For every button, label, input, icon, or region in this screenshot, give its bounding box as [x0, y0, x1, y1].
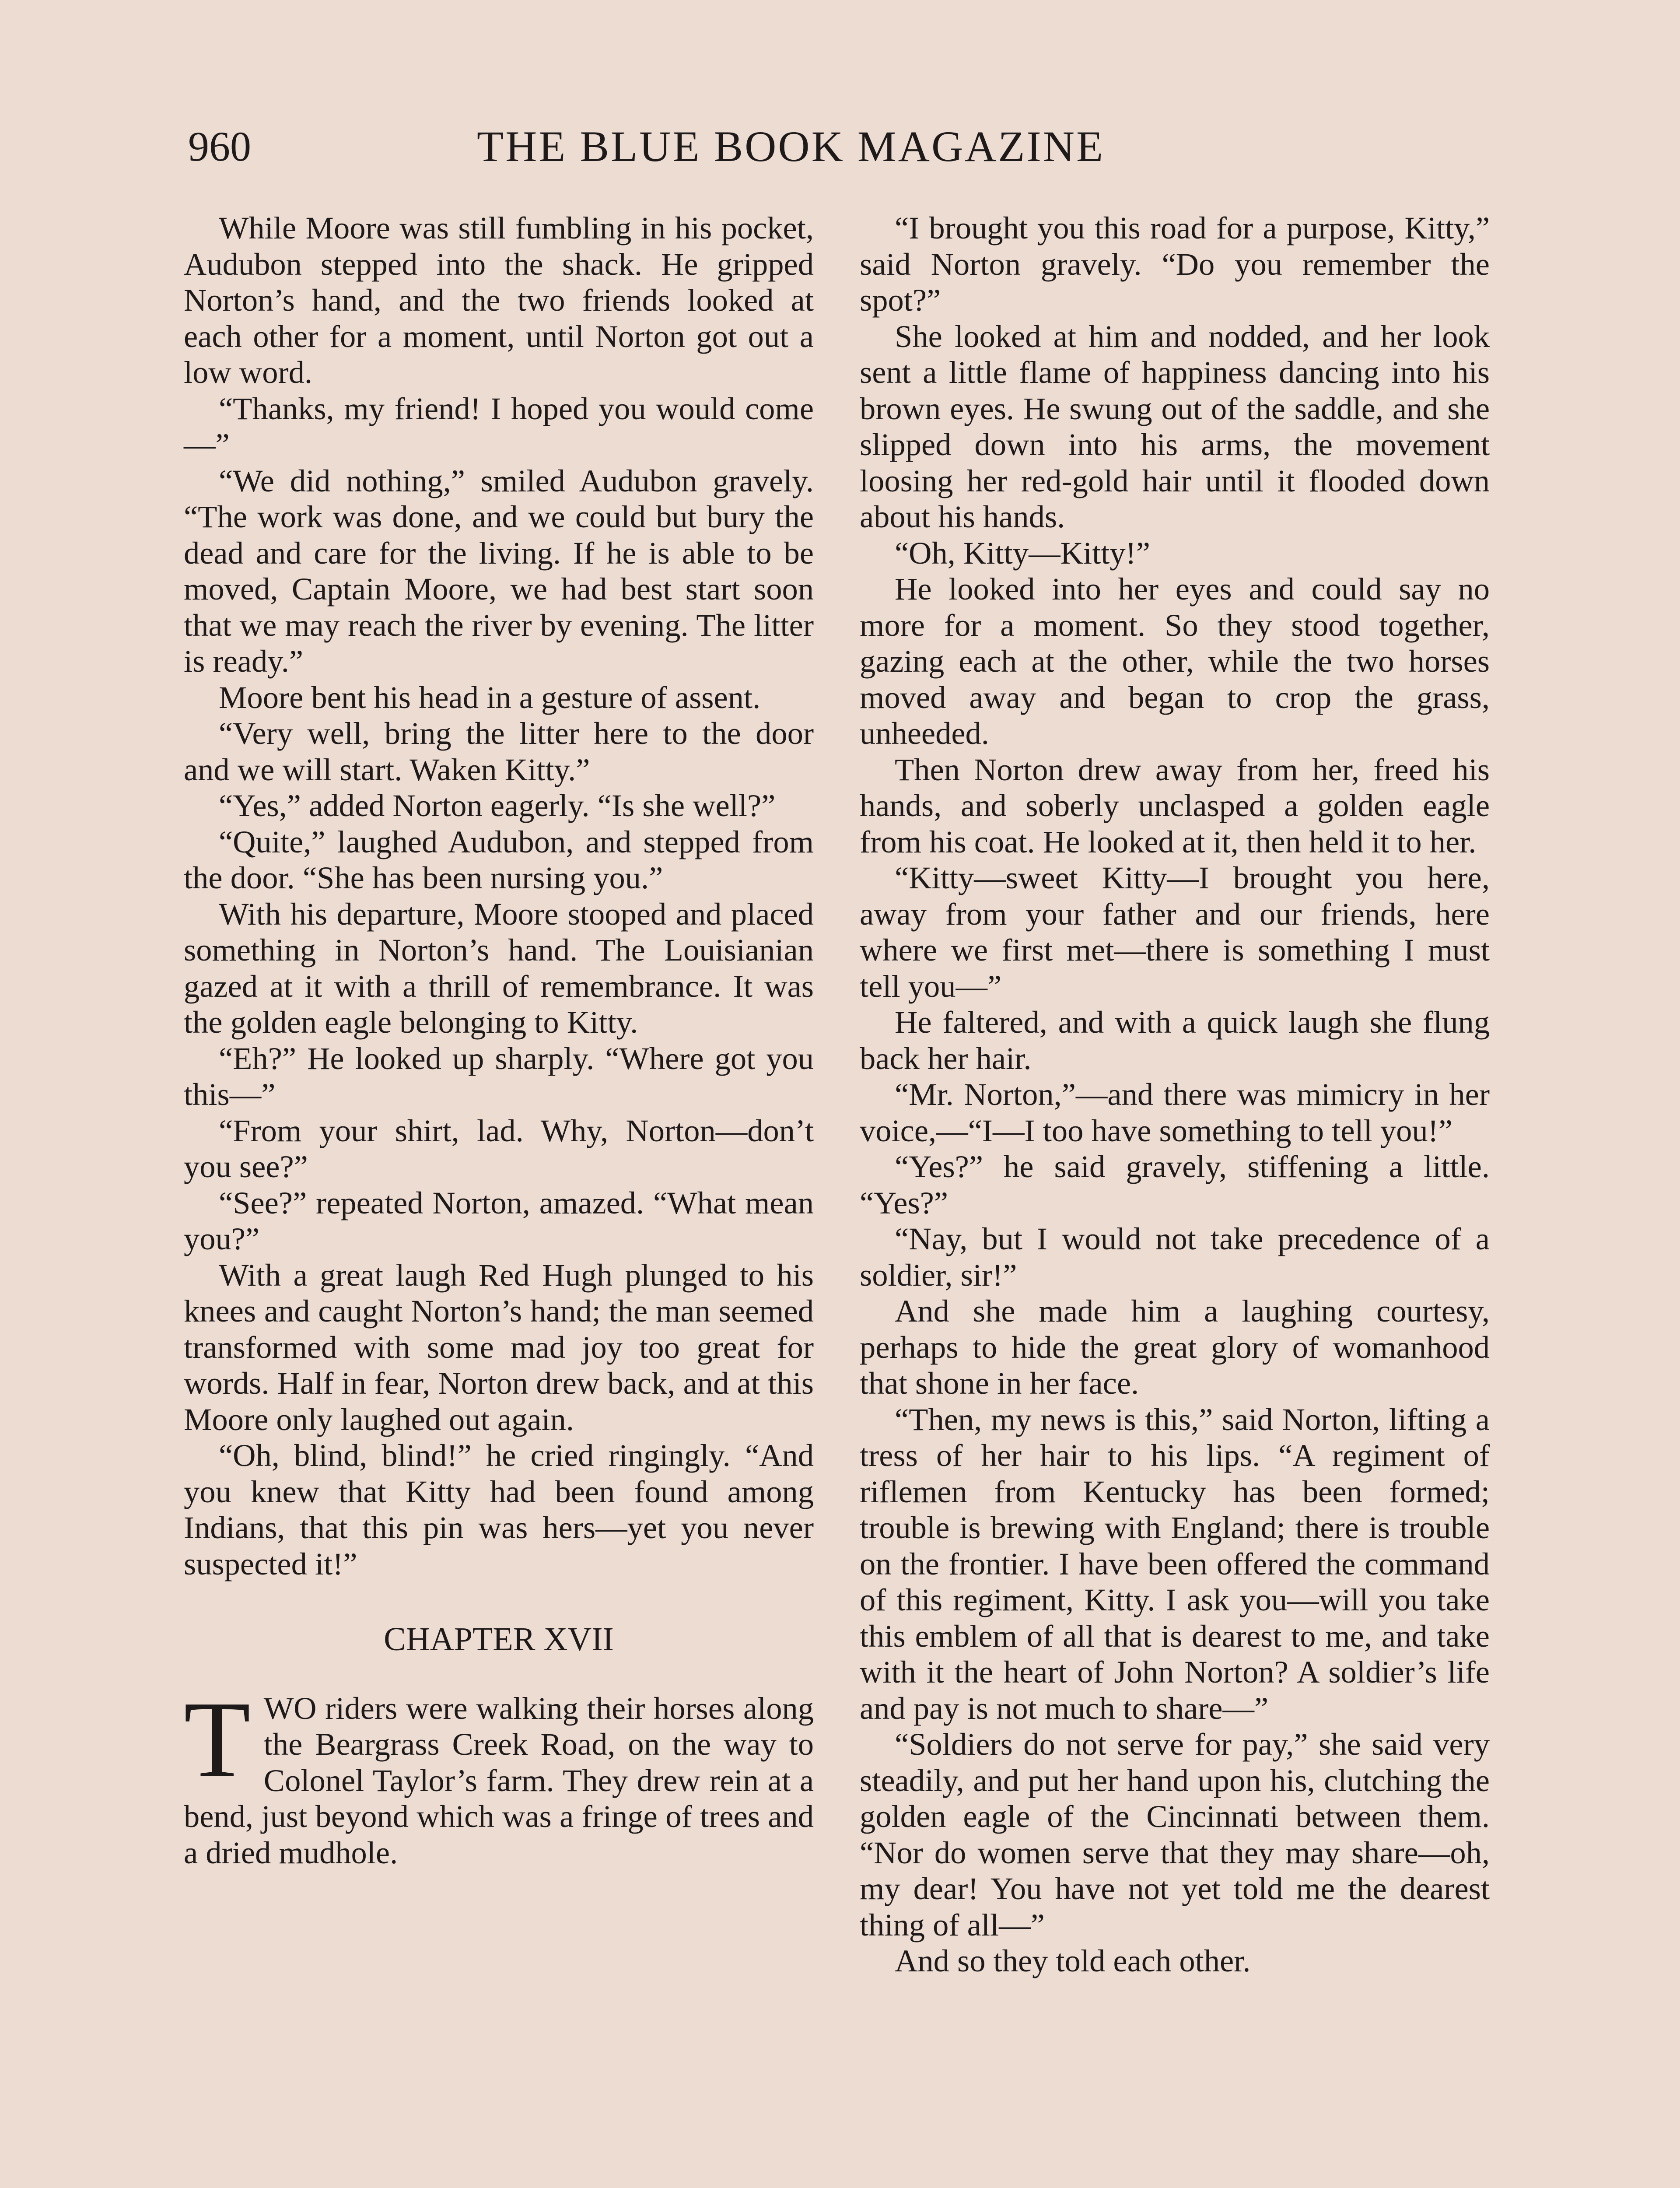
paragraph: He faltered, and with a quick laugh she flung back her hair. [860, 1004, 1490, 1076]
paragraph: And she made him a laughing courtesy, perhaps to hide the great glory of womanhood that shone in her face. [860, 1293, 1490, 1401]
paragraph: “Oh, blind, blind!” he cried ringingly. “And you knew that Kitty had been found among Indians, that this pin was hers—yet you never suspected it!” [184, 1438, 814, 1581]
paragraph: “From your shirt, lad. Why, Norton—don’t you see?” [184, 1112, 814, 1184]
paragraph: While Moore was still fumbling in his pocket, Audubon stepped into the shack. He gripped Norton’s hand, and the two friends looked at each other for a moment, until Norton got out a low word. [184, 210, 814, 390]
paragraph: “Yes?” he said gravely, stiffening a little. “Yes?” [860, 1149, 1490, 1220]
paragraph: “Eh?” He looked up sharply. “Where got you this—” [184, 1040, 814, 1112]
left-column-paragraphs [184, 210, 814, 1582]
paragraph: Then Norton drew away from her, freed his hands, and soberly unclasped a golden eagle from his coat. He looked at it, then held it to her. [860, 751, 1490, 859]
paragraph: “We did nothing,” smiled Audubon gravely. “The work was done, and we could but bury the dead and care for the living. If he is able to be moved, Captain Moore, we had best start soon that we may reach the river by evening. The litter is ready.” [184, 463, 814, 679]
paragraph: “Then, my news is this,” said Norton, lifting a tress of her hair to his lips. “A regiment of riflemen from Kentucky has been formed; trouble is brewing with England; there is trouble on the frontier. I have been offered the command of this regiment, Kitty. I ask you—will you take this emblem of all that is dearest to me, and take with it the heart of John Norton? A soldier’s life and pay is not much to share—” [860, 1401, 1490, 1726]
chapter-opening-paragraph [184, 1679, 814, 1871]
chapter-heading: CHAPTER XVII [384, 1621, 614, 1658]
paragraph: With a great laugh Red Hugh plunged to his knees and caught Norton’s hand; the man seemed transformed with some mad joy too great for words. Half in fear, Norton drew back, and at this Moore only laughed out again. [184, 1257, 814, 1437]
paragraph: “Oh, Kitty—Kitty!” [895, 535, 1150, 571]
paragraph: “Very well, bring the litter here to the door and we will start. Waken Kitty.” [184, 715, 814, 787]
page-number: 960 [188, 123, 251, 170]
paragraph: She looked at him and nodded, and her look sent a little flame of happiness dancing into his brown eyes. He swung out of the saddle, and she slipped down into his arms, the movement loosing her red-gold hair until it flooded down about his hands. [860, 318, 1490, 534]
paragraph: He looked into her eyes and could say no more for a moment. So they stood together, gazing each at the other, while the two horses moved away and began to crop the grass, unheeded. [860, 571, 1490, 751]
paragraph: Moore bent his head in a gesture of assent. [219, 679, 761, 715]
left-column [184, 210, 814, 1871]
right-column [860, 210, 1490, 1979]
paragraph: “I brought you this road for a purpose, Kitty,” said Norton gravely. “Do you remember the spot?” [860, 210, 1490, 318]
paragraph: And so they told each other. [895, 1943, 1251, 1978]
paragraph: “Soldiers do not serve for pay,” she said very steadily, and put her hand upon his, clutching the golden eagle of the Cincinnati between them. “Nor do women serve that they may share—oh, my dear! You have not yet told me the dearest thing of all—” [860, 1726, 1490, 1943]
paragraph: “Yes,” added Norton eagerly. “Is she well?” [219, 788, 776, 823]
paragraph: “Quite,” laughed Audubon, and stepped from the door. “She has been nursing you.” [184, 824, 814, 895]
paragraph: With his departure, Moore stooped and placed something in Norton’s hand. The Louisianian gazed at it with a thrill of remembrance. It was the golden eagle belonging to Kitty. [184, 896, 814, 1040]
chapter-opening-text: WO riders were walking their horses along the Beargrass Creek Road, on the way to Colonel Taylor’s farm. They drew rein at a bend, just beyond which was a fringe of trees and a dried mudhole. [184, 1690, 814, 1870]
paragraph: “Kitty—sweet Kitty—I brought you here, away from your father and our friends, here where we first met—there is something I must tell you—” [860, 860, 1490, 1004]
paragraph: “Mr. Norton,”—and there was mimicry in her voice,—“I—I too have something to tell you!” [860, 1076, 1490, 1148]
paragraph: “Nay, but I would not take precedence of a soldier, sir!” [860, 1221, 1490, 1293]
drop-cap: T [184, 1679, 251, 1800]
right-column-paragraphs [860, 210, 1490, 1979]
page-header [188, 118, 1221, 175]
magazine-title: THE BLUE BOOK MAGAZINE [477, 122, 1105, 171]
paragraph: “Thanks, my friend! I hoped you would come—” [184, 390, 814, 462]
paragraph: “See?” repeated Norton, amazed. “What mean you?” [184, 1185, 814, 1256]
